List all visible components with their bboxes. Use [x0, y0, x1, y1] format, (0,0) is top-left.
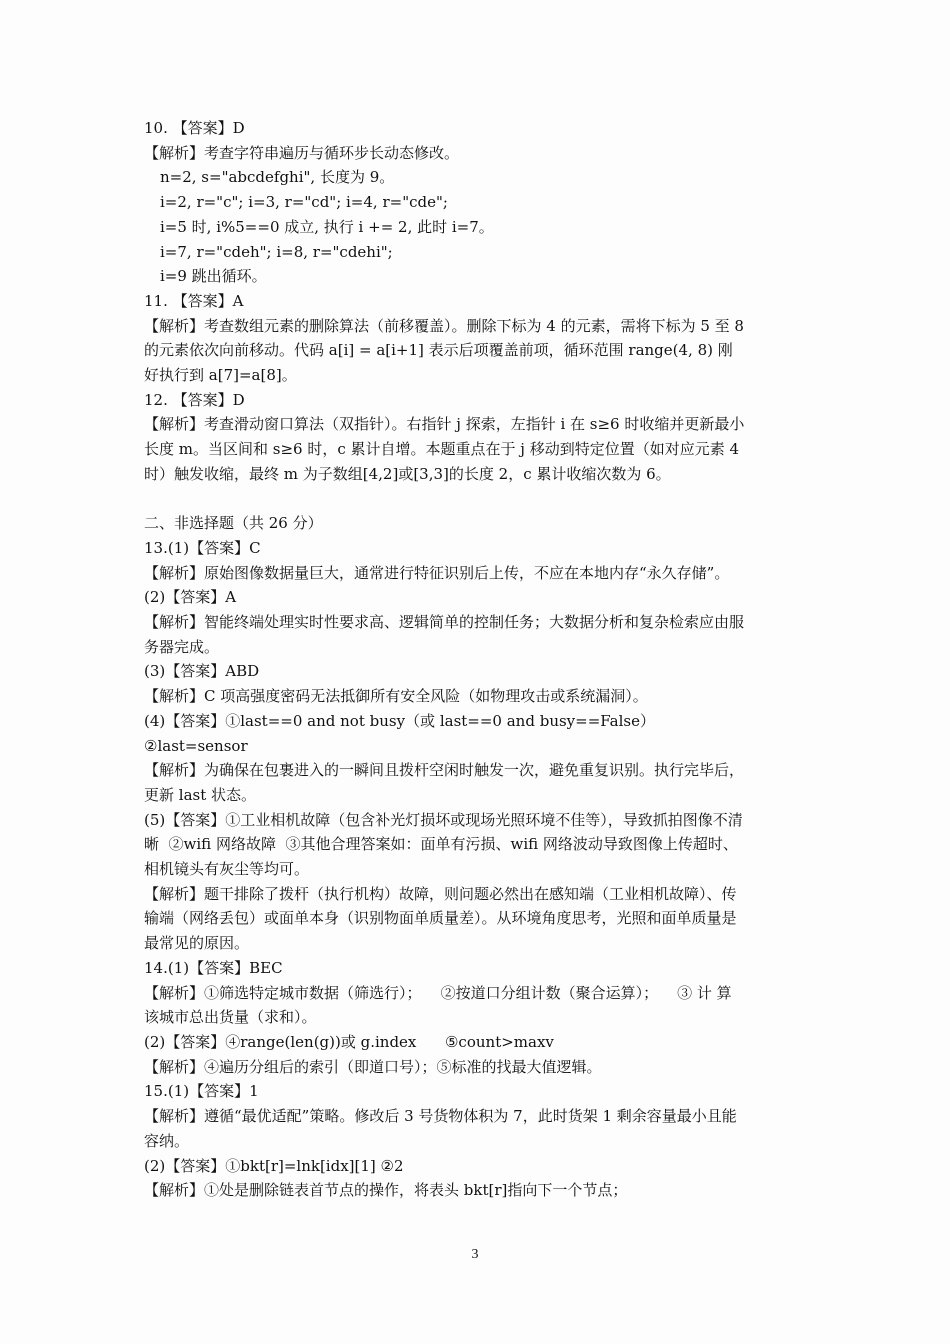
text-line: 【解析】考查滑动窗口算法（双指针）。右指针 j 探索，左指针 i 在 s≥6 时收缩并更新最小 — [144, 415, 745, 434]
text-line: 【解析】遵循“最优适配”策略。修改后 3 号货物体积为 7，此时货架 1 剩余容量最小且能 — [144, 1107, 737, 1126]
page-number: 3 — [471, 1247, 479, 1262]
text-line: 【解析】原始图像数据量巨大，通常进行特征识别后上传，不应在本地内存“永久存储”。 — [144, 563, 730, 582]
text-line: (3)【答案】ABD — [144, 662, 260, 681]
text-line: (5)【答案】①工业相机故障（包含补光灯损坏或现场光照环境不佳等），导致抓拍图像不清 — [144, 810, 743, 829]
text-line: 相机镜头有灰尘等均可。 — [144, 860, 310, 879]
text-line: 输端（网络丢包）或面单本身（识别物面单质量差）。从环境角度思考，光照和面单质量是 — [144, 909, 737, 928]
text-line: 长度 m。当区间和 s≥6 时，c 累计自增。本题重点在于 j 移动到特定位置（如对应元素 4 — [144, 440, 740, 459]
text-line: 14.(1)【答案】BEC — [144, 958, 283, 977]
text-line: 【解析】考查字符串遍历与循环步长动态修改。 — [144, 143, 460, 162]
text-line: 晰 ②wifi 网络故障 ③其他合理答案如：面单有污损、wifi 网络波动导致图像上传超时、 — [144, 835, 738, 854]
text-line: 15.(1)【答案】1 — [144, 1082, 259, 1101]
text-line: 务器完成。 — [144, 637, 220, 656]
text-line: 二、非选择题（共 26 分） — [144, 514, 323, 533]
text-line: 【解析】④遍历分组后的索引（即道口号）；⑤标准的找最大值逻辑。 — [144, 1057, 602, 1076]
text-line: 【解析】①筛选特定城市数据（筛选行）； ②按道口分组计数（聚合运算）； ③ 计 算 — [144, 983, 732, 1002]
text-line: 最常见的原因。 — [144, 934, 250, 953]
text-line: i=2, r="c"; i=3, r="cd"; i=4, r="cde"; — [160, 193, 448, 212]
text-line: (2)【答案】④range(len(g))或 g.index ⑤count>maxv — [144, 1033, 554, 1051]
text-line: 【解析】①处是删除链表首节点的操作，将表头 bkt[r]指向下一个节点； — [144, 1181, 628, 1200]
text-line: 【解析】C 项高强度密码无法抵御所有安全风险（如物理攻击或系统漏洞）。 — [144, 687, 648, 706]
text-line: 13.(1)【答案】C — [144, 538, 261, 557]
text-line: i=7, r="cdeh"; i=8, r="cdehi"; — [160, 242, 393, 261]
text-line: ②last=sensor — [144, 736, 248, 755]
text-line: 12. 【答案】D — [144, 390, 245, 409]
text-line: 该城市总出货量（求和）。 — [144, 1008, 317, 1027]
text-line: 时）触发收缩，最终 m 为子数组[4,2]或[3,3]的长度 2，c 累计收缩次数为 6。 — [144, 464, 671, 483]
text-line: i=5 时, i%5==0 成立, 执行 i += 2, 此时 i=7。 — [160, 217, 494, 236]
text-line: 更新 last 状态。 — [144, 785, 257, 804]
text-line: i=9 跳出循环。 — [160, 267, 267, 286]
text-line: (2)【答案】①bkt[r]=lnk[idx][1] ②2 — [144, 1156, 404, 1175]
text-line: 【解析】为确保在包裹进入的一瞬间且拨杆空闲时触发一次，避免重复识别。执行完毕后， — [144, 761, 745, 780]
text-line: 好执行到 a[7]=a[8]。 — [144, 366, 297, 385]
text-line: 【解析】题干排除了拨杆（执行机构）故障，则问题必然出在感知端（工业相机故障）、传 — [144, 884, 737, 903]
blank-line — [144, 487, 812, 512]
text-line: 10. 【答案】D — [144, 119, 245, 137]
text-line: (4)【答案】①last==0 and not busy（或 last==0 and busy==False） — [144, 711, 655, 730]
text-line: n=2, s="abcdefghi", 长度为 9。 — [160, 168, 395, 187]
text-line: (2)【答案】A — [144, 588, 237, 607]
page-content — [144, 116, 812, 1203]
text-line: 11. 【答案】A — [144, 291, 244, 310]
text-line: 【解析】考查数组元素的删除算法（前移覆盖）。删除下标为 4 的元素，需将下标为 5 至 8 — [144, 316, 744, 335]
text-line: 容纳。 — [144, 1131, 190, 1150]
text-line: 的元素依次向前移动。代码 a[i] = a[i+1] 表示后项覆盖前项，循环范围 range(4, 8) 刚 — [144, 341, 733, 360]
text-line: 【解析】智能终端处理实时性要求高、逻辑简单的控制任务；大数据分析和复杂检索应由服 — [144, 613, 745, 632]
